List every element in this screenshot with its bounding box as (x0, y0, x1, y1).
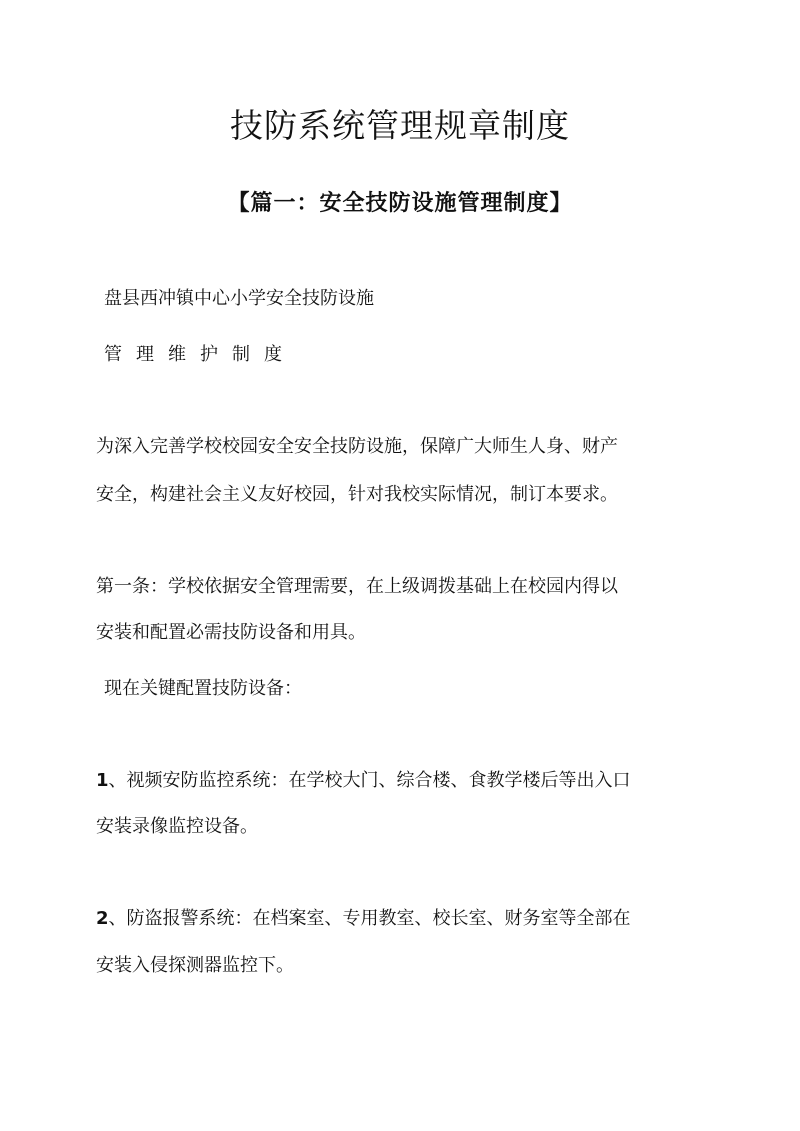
item2-number: 2 (96, 908, 109, 929)
article1-line-2: 安装和配置必需技防设备和用具。 (96, 622, 366, 643)
intro-line-1: 为深入完善学校校园安全安全技防设施，保障广大师生人身、财产 (96, 436, 618, 457)
item2-text: 、防盗报警系统：在档案室、专用教室、校长室、财务室等全部在 (108, 908, 631, 929)
item1-line-2: 安装录像监控设备。 (96, 816, 258, 837)
article1-line-1: 第一条：学校依据安全管理需要，在上级调拨基础上在校园内得以 (96, 576, 618, 597)
document-subtitle: 【篇一：安全技防设施管理制度】 (227, 190, 573, 216)
intro-line-2: 安全，构建社会主义友好校园，针对我校实际情况，制订本要求。 (96, 484, 618, 505)
item1-number: 1 (96, 770, 109, 791)
item2-line-2: 安装入侵探测器监控下。 (96, 955, 294, 976)
school-heading-line1: 盘县西冲镇中心小学安全技防设施 (104, 288, 374, 309)
item1-text: 、视频安防监控系统：在学校大门、综合楼、食教学楼后等出入口 (108, 770, 631, 791)
current-config-line: 现在关键配置技防设备： (104, 678, 302, 699)
item2-line-1 (96, 908, 631, 930)
school-heading-line2: 管理维护制度 (104, 344, 296, 365)
document-title: 技防系统管理规章制度 (230, 106, 570, 145)
item1-line-1 (96, 770, 631, 792)
